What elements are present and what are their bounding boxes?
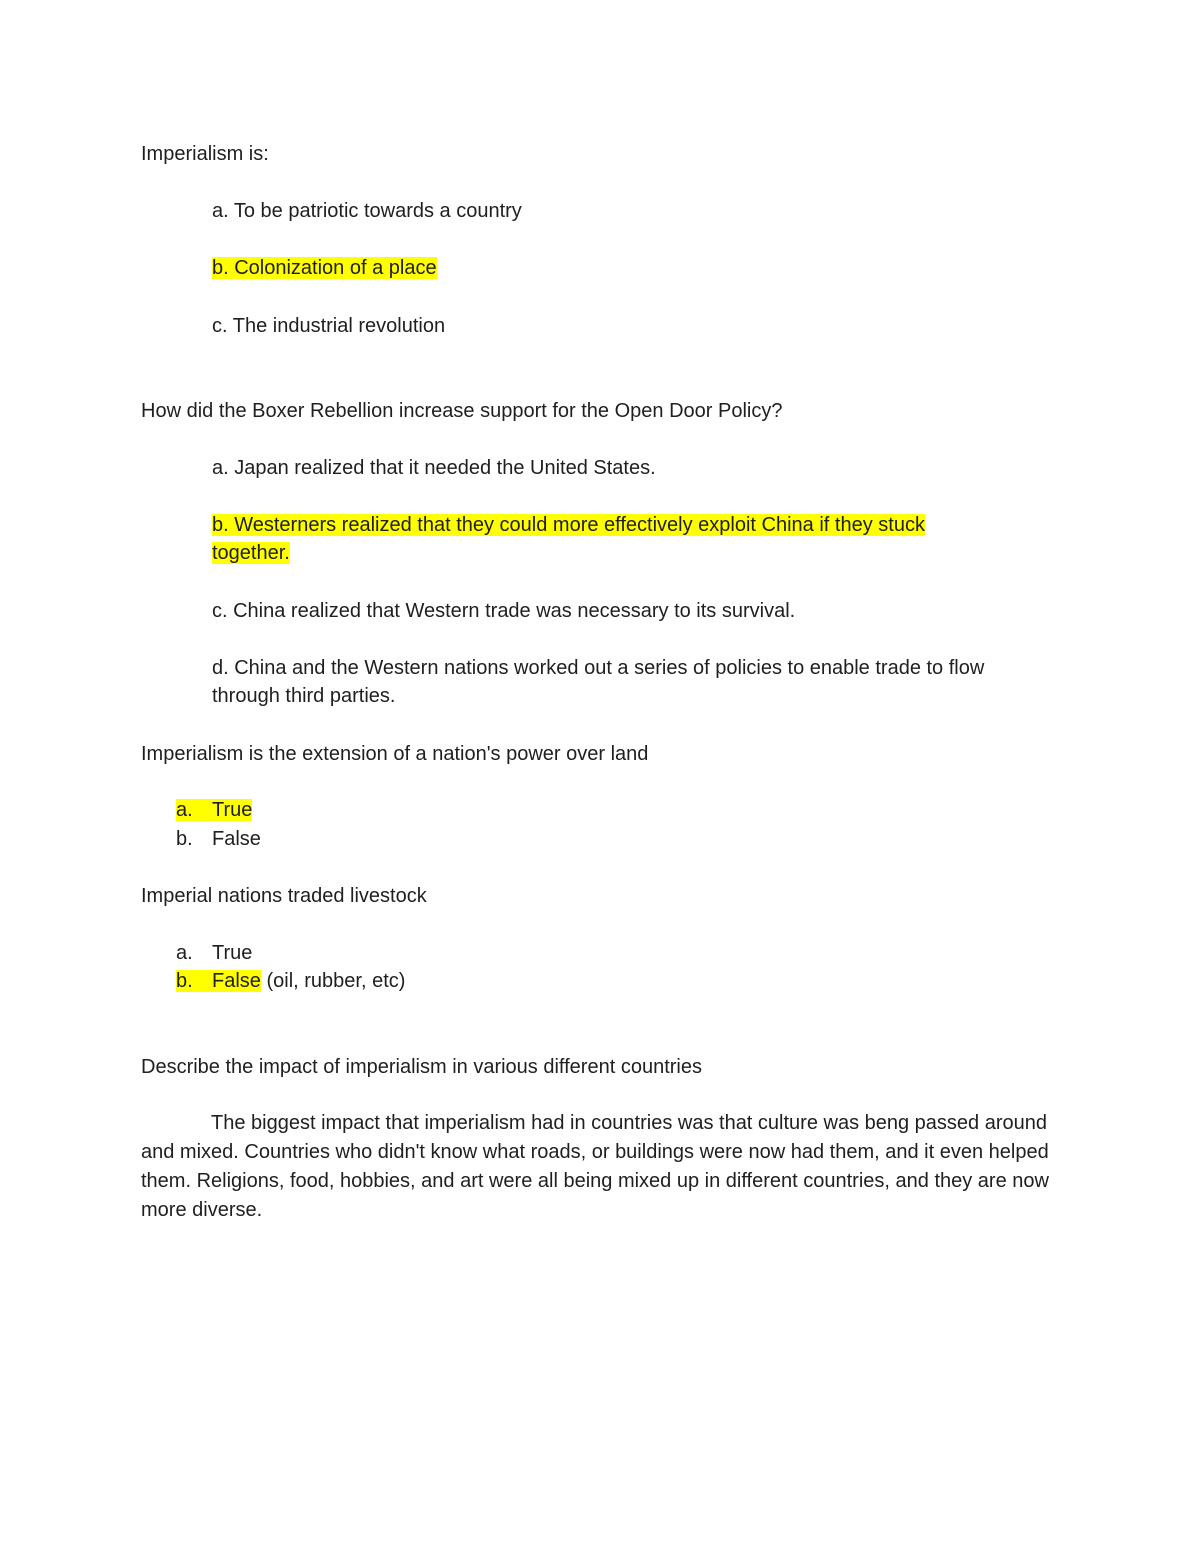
q3-option-a-text: True bbox=[212, 799, 253, 821]
q2-option-b-line-1 bbox=[212, 511, 925, 539]
q4-option-b-text: False bbox=[212, 970, 261, 992]
q1-option-c: c. The industrial revolution bbox=[212, 315, 446, 337]
q1-option-b-highlight: b. Colonization of a place bbox=[212, 257, 437, 279]
question-1: Imperialism is: bbox=[141, 143, 269, 165]
q3-option-b bbox=[176, 825, 261, 853]
q4-option-b-marker: b. bbox=[176, 970, 193, 992]
q4-option-b-note: (oil, rubber, etc) bbox=[260, 970, 406, 992]
q3-option-b-text: False bbox=[212, 828, 261, 850]
q3-option-b-marker: b. bbox=[176, 828, 193, 850]
q5-answer-paragraph bbox=[141, 1109, 1071, 1225]
q4-option-b-highlight bbox=[176, 970, 261, 992]
q2-option-b-highlight-1: b. Westerners realized that they could more effectively exploit China if they stuck bbox=[212, 514, 925, 536]
q2-option-b-line-2 bbox=[212, 539, 290, 567]
q4-option-b bbox=[176, 967, 405, 995]
q2-option-b-highlight-2: together. bbox=[212, 542, 290, 564]
q4-option-a-marker: a. bbox=[176, 942, 193, 964]
question-2: How did the Boxer Rebellion increase support for the Open Door Policy? bbox=[141, 400, 783, 422]
question-3: Imperialism is the extension of a nation's power over land bbox=[141, 743, 649, 765]
q4-option-a-text: True bbox=[212, 942, 253, 964]
q1-option-a: a. To be patriotic towards a country bbox=[212, 200, 522, 222]
q2-option-a: a. Japan realized that it needed the United States. bbox=[212, 457, 656, 479]
q3-option-a-marker: a. bbox=[176, 799, 193, 821]
q1-option-b bbox=[212, 254, 437, 282]
q2-option-c: c. China realized that Western trade was necessary to its survival. bbox=[212, 600, 796, 622]
q2-option-d-line-2: through third parties. bbox=[212, 685, 396, 707]
q3-option-a bbox=[176, 796, 252, 824]
q5-answer-text: The biggest impact that imperialism had in countries was that culture was beng passed around and mixed. Countries who didn't know what roads, or buildings were now had them, and it even helped them. Religions, food, hobbies, and art were all being mixed up in different countries, and they are now more diverse. bbox=[141, 1112, 1049, 1221]
question-4: Imperial nations traded livestock bbox=[141, 885, 427, 907]
q2-option-d-line-1: d. China and the Western nations worked out a series of policies to enable trade to flow bbox=[212, 657, 985, 679]
q4-option-a bbox=[176, 939, 252, 967]
q3-option-a-highlight bbox=[176, 799, 252, 821]
question-5: Describe the impact of imperialism in various different countries bbox=[141, 1056, 702, 1078]
